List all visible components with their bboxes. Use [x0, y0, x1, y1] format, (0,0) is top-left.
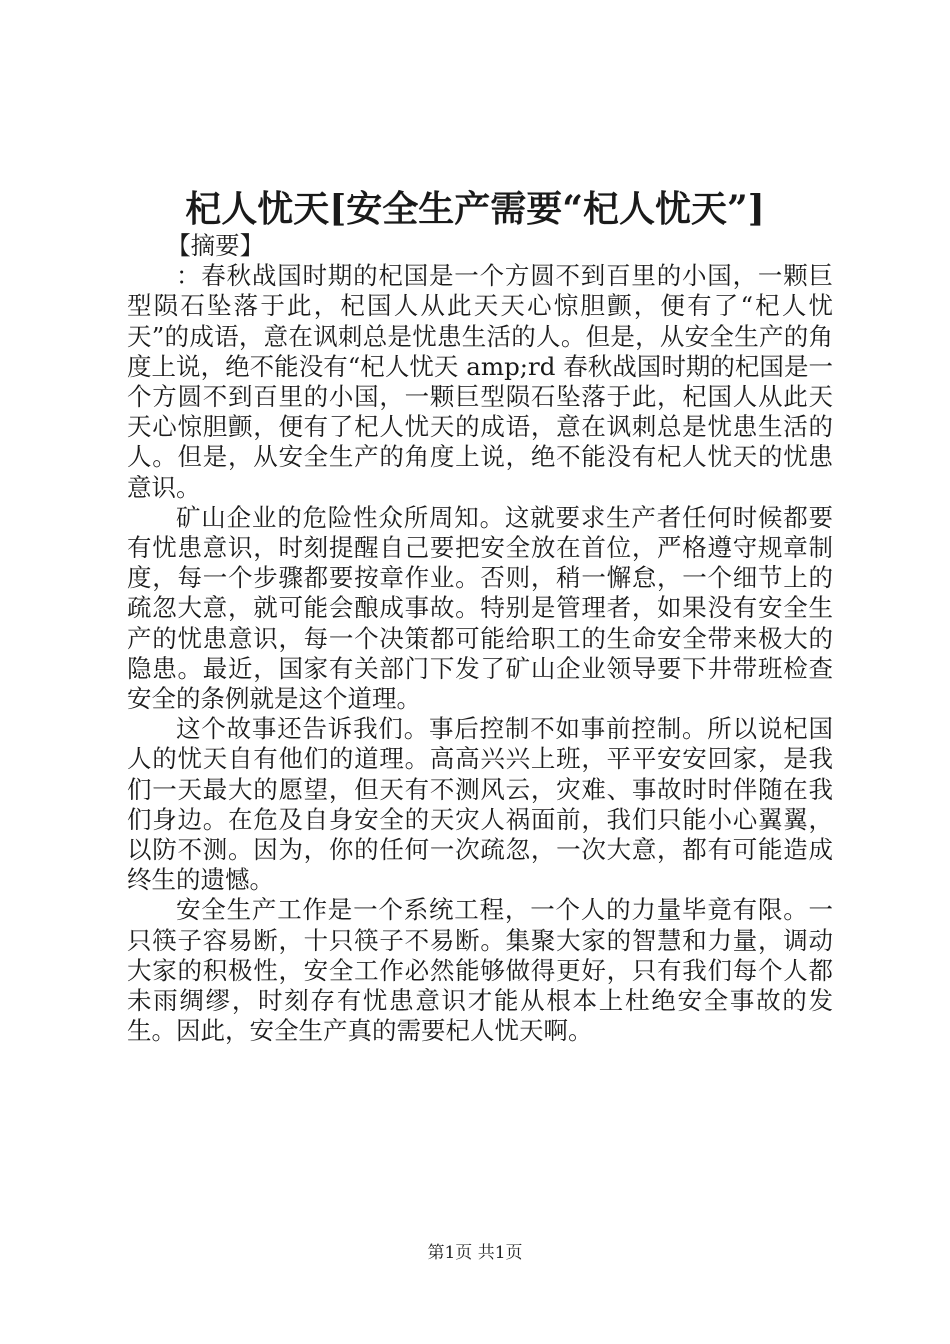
page-footer: 第1页 共1页 [427, 1243, 523, 1263]
document-body [127, 231, 833, 1046]
paragraph-3: 这个故事还告诉我们。事后控制不如事前控制。所以说杞国人的忧天自有他们的道理。高高兴兴上班，平平安安回家，是我们一天最大的愿望，但天有不测风云，灾难、事故时时伴随在我们身边。在危及自身安全的天灾人祸面前，我们只能小心翼翼，以防不测。因为，你的任何一次疏忽，一次大意，都有可能造成终生的遗憾。 [127, 714, 833, 895]
paragraph-4: 安全生产工作是一个系统工程，一个人的力量毕竟有限。一只筷子容易断，十只筷子不易断。集聚大家的智慧和力量，调动大家的积极性，安全工作必然能够做得更好，只有我们每个人都未雨绸缪，时刻存有忧患意识才能从根本上杜绝安全事故的发生。因此，安全生产真的需要杞人忧天啊。 [127, 895, 833, 1046]
document-title: 杞人忧天[安全生产需要“杞人忧天”] [185, 188, 765, 230]
abstract-label: 【摘要】 [166, 231, 265, 260]
paragraph-2: 矿山企业的危险性众所周知。这就要求生产者任何时候都要有忧患意识，时刻提醒自己要把安全放在首位，严格遵守规章制度，每一个步骤都要按章作业。否则，稍一懈怠，一个细节上的疏忽大意，就可能会酿成事故。特别是管理者，如果没有安全生产的忧患意识，每一个决策都可能给职工的生命安全带来极大的隐患。最近，国家有关部门下发了矿山企业领导要下井带班检查安全的条例就是这个道理。 [127, 502, 833, 714]
paragraph-1: ：春秋战国时期的杞国是一个方圆不到百里的小国，一颗巨型陨石坠落于此，杞国人从此天天心惊胆颤，便有了“杞人忧天”的成语，意在讽刺总是忧患生活的人。但是，从安全生产的角度上说，绝不能没有“杞人忧天 amp;rd 春秋战国时期的杞国是一个方圆不到百里的小国，一颗巨型陨石坠落于此，杞国人从此天天心惊胆颤，便有了杞人忧天的成语，意在讽刺总是忧患生活的人。但是，从安全生产的角度上说，绝不能没有杞人忧天的忧患意识。 [127, 261, 833, 502]
